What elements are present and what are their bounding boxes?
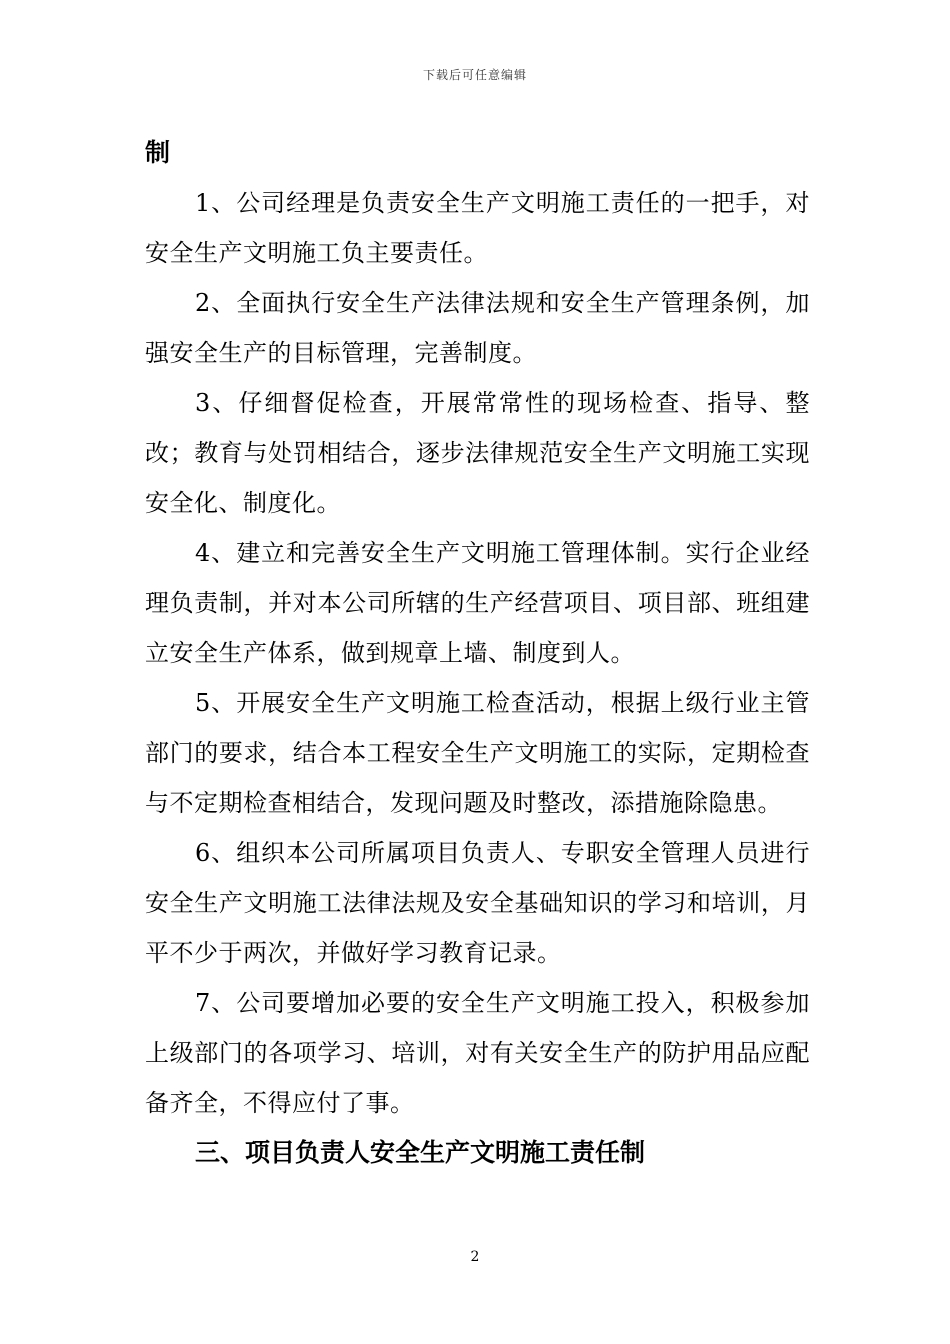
section-heading: 三、项目负责人安全生产文明施工责任制 — [195, 1138, 646, 1167]
page-number: 2 — [470, 1249, 480, 1265]
paragraph-5: 5、开展安全生产文明施工检查活动，根据上级行业主管部门的要求，结合本工程安全生产文明施工的实际，定期检查与不定期检查相结合，发现问题及时整改，添措施除隐患。 — [145, 689, 810, 817]
paragraph-3: 3、仔细督促检查，开展常常性的现场检查、指导、整改；教育与处罚相结合，逐步法律规范安全生产文明施工实现安全化、制度化。 — [145, 389, 810, 517]
paragraph-7: 7、公司要增加必要的安全生产文明施工投入，积极参加上级部门的各项学习、培训，对有关安全生产的防护用品应配备齐全，不得应付了事。 — [145, 989, 810, 1117]
document-body — [145, 128, 810, 1178]
paragraph-4: 4、建立和完善安全生产文明施工管理体制。实行企业经理负责制，并对本公司所辖的生产经营项目、项目部、班组建立安全生产体系，做到规章上墙、制度到人。 — [145, 539, 810, 667]
paragraph-6: 6、组织本公司所属项目负责人、专职安全管理人员进行安全生产文明施工法律法规及安全基础知识的学习和培训，月平不少于两次，并做好学习教育记录。 — [145, 839, 810, 967]
header-note: 下载后可任意编辑 — [422, 68, 527, 82]
heading-fragment: 制 — [145, 138, 171, 167]
paragraph-2: 2、全面执行安全生产法律法规和安全生产管理条例，加强安全生产的目标管理，完善制度。 — [145, 289, 810, 367]
paragraph-1: 1、公司经理是负责安全生产文明施工责任的一把手，对安全生产文明施工负主要责任。 — [145, 189, 810, 267]
